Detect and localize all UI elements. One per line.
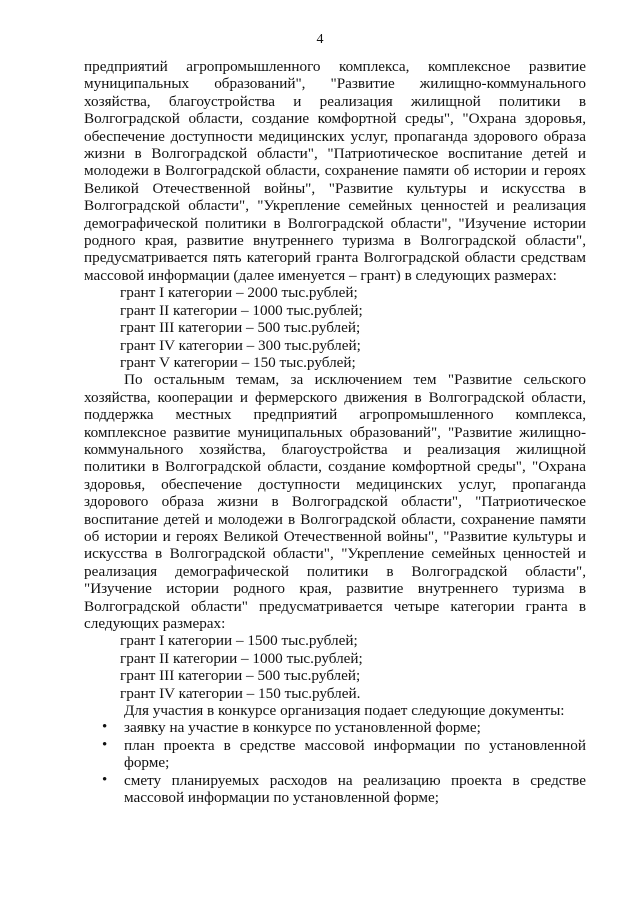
grant-list-five-categories [84,284,586,371]
grant-item: грант I категории – 1500 тыс.рублей; [120,632,358,650]
paragraph-documents-intro: Для участия в конкурсе организация подает следующие документы: [124,702,565,720]
documents-list [84,719,586,806]
document-item-text: заявку на участие в конкурсе по установленной форме; [124,719,481,737]
grant-item: грант IV категории – 150 тыс.рублей. [120,684,361,702]
grant-item: грант V категории – 150 тыс.рублей; [120,353,356,371]
bullet-icon: • [102,719,108,736]
bullet-icon: • [102,736,108,753]
grant-item: грант II категории – 1000 тыс.рублей; [120,301,363,319]
document-body [84,58,586,806]
bullet-icon: • [102,771,108,788]
document-item-text: смету планируемых расходов на реализацию проекта в средстве массовой информации по установленной форме; [124,771,586,807]
document-item [102,771,586,807]
document-item [102,736,586,772]
grant-item: грант III категории – 500 тыс.рублей; [120,667,361,685]
grant-item: грант III категории – 500 тыс.рублей; [120,319,361,337]
page-number: 4 [316,32,324,47]
document-item-text: план проекта в средстве массовой информации по установленной форме; [124,736,586,772]
document-item [102,719,586,737]
grant-item: грант II категории – 1000 тыс.рублей; [120,649,363,667]
grant-item: грант I категории – 2000 тыс.рублей; [120,284,358,302]
paragraph-four-categories: По остальным темам, за исключением тем "Развитие сельского хозяйства, кооперации и фермерского движения в Волгоградской области, поддержка местных предприятий агропромышленного комплекса, комплексное развитие муниципальных образований", "Развитие жилищно-коммунального хозяйства, благоустройства и реализация жилищной политики в Волгоградской области, создание комфортной среды", "Охрана здоровья, обеспечение доступности медицинских услуг, пропаганда здорового образа жизни в Волгоградской области", "Патриотическое воспитание детей и молодежи в Волгоградской области, сохранение памяти об истории и героях Великой Отечественной войны", "Развитие культуры и искусства в Волгоградской области", "Укрепление семейных ценностей и реализация демографической политики в Волгоградской области", "Изучение истории родного края, развитие внутреннего туризма в Волгоградской области" предусматривается четыре категории гранта в следующих размерах: [84,371,586,632]
paragraph-five-categories: предприятий агропромышленного комплекса, комплексное развитие муниципальных образований", "Развитие жилищно-коммунального хозяйства, благоустройства и реализация жилищной политики в Волгоградской области, создание комфортной среды", "Охрана здоровья, обеспечение доступности медицинских услуг, пропаганда здорового образа жизни в Волгоградской области", "Патриотическое воспитание детей и молодежи в Волгоградской области, сохранение памяти об истории и героях Великой Отечественной войны", "Развитие культуры и искусства в Волгоградской области", "Укрепление семейных ценностей и реализация демографической политики в Волгоградской области", "Изучение истории родного края, развитие внутреннего туризма в Волгоградской области", предусматривается пять категорий гранта Волгоградской области средствам массовой информации (далее именуется – грант) в следующих размерах: [84,58,586,284]
grant-list-four-categories [84,632,586,702]
grant-item: грант IV категории – 300 тыс.рублей; [120,336,361,354]
